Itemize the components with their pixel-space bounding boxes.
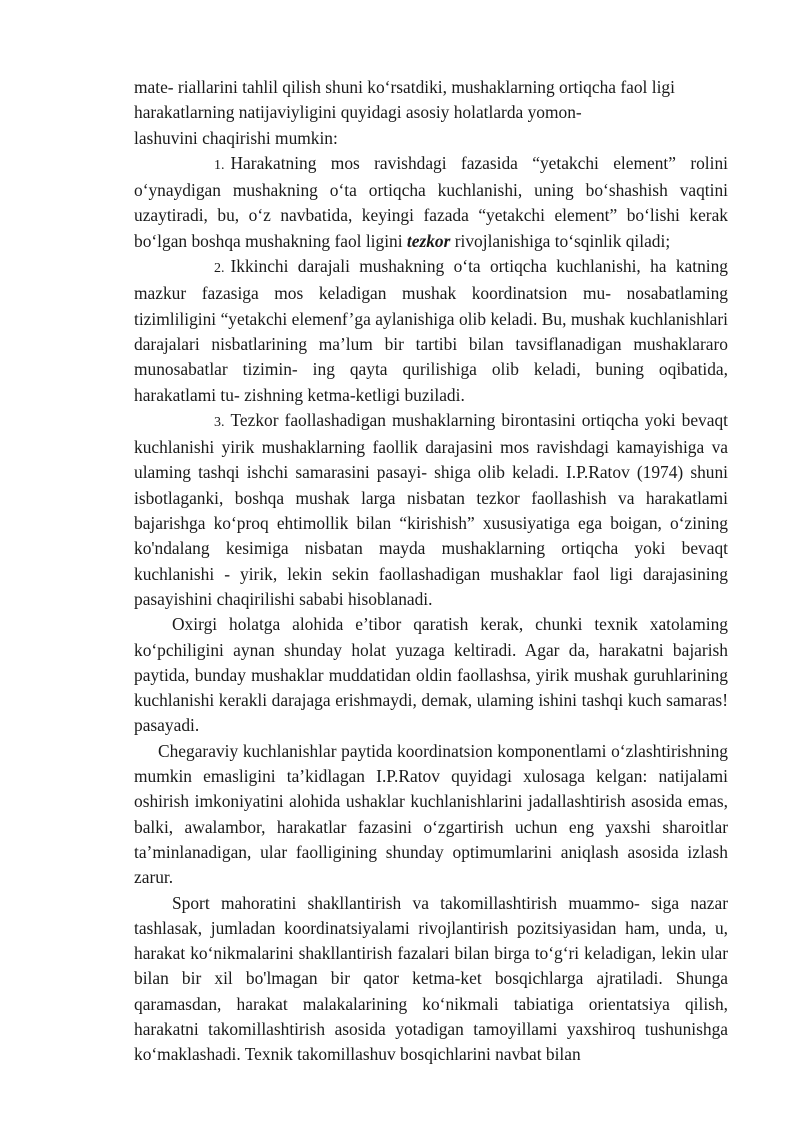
list-number-2: 2. (214, 261, 225, 277)
emphasis-tezkor: tezkor (406, 230, 451, 251)
list-item-3-text: Tezkor faollashadigan mushaklarning birontasini ortiqcha yoki bevaqt kuchlanishi yirik mushaklarning faollik darajasini mos ravishdagi kamayishiga va ulaming tashqi ishchi samarasini pasayi- shiga olib keladi. I.P.Ratov (1974) shuni isbotlaganki, boshqa mushak larga nisbatan tezkor faollashish va harakatlami bajarishga koʻproq ehtimollik bilan “kirishish” xususiyatiga ega boigan, oʻzining ko'ndalang kesimiga nisbatan mayda mushaklarning ortiqcha yoki bevaqt kuchlanishi - yirik, lekin sekin faollashadigan mushaklar faol ligi darajasining pasayishini chaqirilishi sababi hisoblanadi. (134, 409, 728, 609)
document-page (134, 75, 728, 1068)
intro-line-1: mate- riallarini tahlil qilish shuni koʻrsatdiki, mushaklarning ortiqcha faol ligi (134, 77, 675, 97)
intro-paragraph (134, 75, 728, 151)
list-item-1-text: Harakatning mos ravishdagi fazasida “yetakchi element” rolini oʻynaydigan mushakning oʻta ortiqcha kuchlanishi, uning boʻshashish vaqtini uzaytiradi, bu, oʻz navbatida, keyingi fazada “yetakchi element” boʻlishi kerak boʻlgan boshqa mushakning faol ligini (134, 152, 728, 251)
intro-line-2: harakatlarning natijaviyligini quyidagi asosiy holatlarda yomon- (134, 102, 582, 123)
intro-line-3: lashuvini chaqirishi mumkin: (134, 127, 338, 148)
list-item-3 (134, 408, 728, 612)
list-number-3: 3. (214, 414, 225, 430)
list-item-1-tail: rivojlanishiga toʻsqinlik qiladi; (450, 230, 671, 251)
paragraph-oxirgi: Oxirgi holatga alohida e’tibor qaratish kerak, chunki texnik xatolaming koʻpchiligini aynan shunday holat yuzaga keltiradi. Agar da, harakatni bajarish paytida, bunday mushaklar muddatidan oldin faollashsa, yirik mushak guruhlarining kuchlanishi kerakli darajaga erishmaydi, demak, ulaming ishini tashqi kuch samaras! pasayadi. (134, 614, 728, 736)
paragraph-chegaraviy: Chegaraviy kuchlanishlar paytida koordinatsion komponentlami oʻzlashtirishning mumkin emasligini ta’kidlagan I.P.Ratov quyidagi xulosaga kelgan: natijalami oshirish imkoniyatini alohida ushaklar kuchlanishlarini jadallashtirish asosida emas, balki, awalambor, harakatlar fazasini oʻzgartirish uchun eng yaxshi sharoitlar ta’minlanadigan, ular faolligining shunday optimumlarini aniqlash asosida izlash zarur. (134, 740, 728, 888)
list-item-2-text: Ikkinchi darajali mushakning oʻta ortiqcha kuchlanishi, ha katning mazkur fazasiga mos keladigan mushak koordinatsion mu- nosabatlaming tizimliligini “yetakchi elemenf’ga aylanishiga olib keladi. Bu, mushak kuchlanishlari darajalari nisbatlarining ma’lum bir tartibi bilan tavsiflanadigan mushaklararo munosabatlar tizimin- ing qayta qurilishiga olib keladi, buning oqibatida, harakatlami tu- zishning ketma-ketligi buziladi. (134, 256, 728, 405)
paragraph-sport: Sport mahoratini shakllantirish va takomillashtirish muammo- siga nazar tashlasak, jumladan koordinatsiyalami rivojlantirish pozitsiyasidan ham, unda, u, harakat koʻnikmalarini shakllantirish fazalari bilan birga toʻgʻri keladigan, lekin ular bilan bir xil bo'lmagan bir qator ketma-ket bosqichlarga ajratiladi. Shunga qaramasdan, harakat malakalarining koʻnikmali tabiatiga orientatsiya qilish, harakatni takomillashtirish asosida yotadigan tamoyillami yaxshiroq tushunishga koʻmaklashadi. Texnik takomillashuv bosqichlarini navbat bilan (134, 892, 728, 1065)
list-item-1 (134, 151, 728, 254)
list-number-1: 1. (214, 157, 225, 173)
list-item-2 (134, 254, 728, 408)
